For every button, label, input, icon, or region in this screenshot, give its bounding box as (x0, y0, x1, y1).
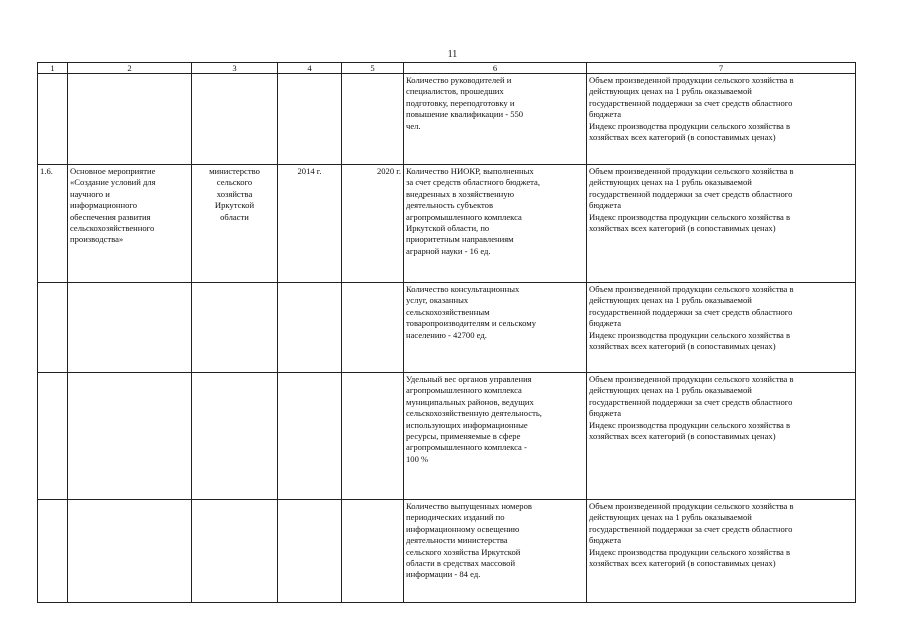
end-year (342, 74, 404, 165)
executor (192, 283, 278, 373)
row-number: 1.6. (38, 165, 68, 283)
start-year (278, 283, 342, 373)
start-year (278, 74, 342, 165)
row-number (38, 500, 68, 603)
start-year: 2014 г. (278, 165, 342, 283)
row-number (38, 373, 68, 500)
row-number (38, 283, 68, 373)
target-indicators: Объем произведенной продукции сельского хозяйства в действующих ценах на 1 рубль оказываемой государственной поддержки за счет средств областного бюджета Индекс производства продукции сельского хозяйства в хозяйствах всех категорий (в сопоставимых ценах) (587, 373, 856, 500)
end-year (342, 373, 404, 500)
measure-name (68, 373, 192, 500)
header-col-6: 6 (404, 63, 587, 74)
target-indicators: Объем произведенной продукции сельского хозяйства в действующих ценах на 1 рубль оказываемой государственной поддержки за счет средств областного бюджета Индекс производства продукции сельского хозяйства в хозяйствах всех категорий (в сопоставимых ценах) (587, 74, 856, 165)
indicator: Удельный вес органов управления агропромышленного комплекса муниципальных районов, ведущих сельскохозяйственную деятельность, использующих информационные ресурсы, применяемые в сфере агропромышленного комплекса - 100 % (404, 373, 587, 500)
end-year (342, 283, 404, 373)
table-header-row (38, 63, 856, 74)
measure-name (68, 500, 192, 603)
table-row (38, 283, 856, 373)
start-year (278, 373, 342, 500)
program-table (37, 62, 856, 603)
page-number: 11 (447, 49, 458, 60)
row-number (38, 74, 68, 165)
indicator: Количество НИОКР, выполненных за счет средств областного бюджета, внедренных в хозяйственную деятельность субъектов агропромышленного комплекса Иркутской области, по приоритетным направлениям аграрной науки - 16 ед. (404, 165, 587, 283)
indicator: Количество выпущенных номеров периодических изданий по информационному освещению деятельности министерства сельского хозяйства Иркутской области в средствах массовой информации - 84 ед. (404, 500, 587, 603)
indicator: Количество консультационных услуг, оказанных сельскохозяйственным товаропроизводителям и сельскому населению - 42700 ед. (404, 283, 587, 373)
target-indicators: Объем произведенной продукции сельского хозяйства в действующих ценах на 1 рубль оказываемой государственной поддержки за счет средств областного бюджета Индекс производства продукции сельского хозяйства в хозяйствах всех категорий (в сопоставимых ценах) (587, 165, 856, 283)
measure-name (68, 283, 192, 373)
measure-name (68, 74, 192, 165)
table-row (38, 165, 856, 283)
header-col-3: 3 (192, 63, 278, 74)
header-col-7: 7 (587, 63, 856, 74)
target-indicators: Объем произведенной продукции сельского хозяйства в действующих ценах на 1 рубль оказываемой государственной поддержки за счет средств областного бюджета Индекс производства продукции сельского хозяйства в хозяйствах всех категорий (в сопоставимых ценах) (587, 500, 856, 603)
indicator: Количество руководителей и специалистов, прошедших подготовку, переподготовку и повышение квалификации - 550 чел. (404, 74, 587, 165)
executor (192, 373, 278, 500)
start-year (278, 500, 342, 603)
table-row (38, 74, 856, 165)
header-col-1: 1 (38, 63, 68, 74)
measure-name: Основное мероприятие «Создание условий для научного и информационного обеспечения развития сельскохозяйственного производства» (68, 165, 192, 283)
executor: министерство сельского хозяйства Иркутской области (192, 165, 278, 283)
target-indicators: Объем произведенной продукции сельского хозяйства в действующих ценах на 1 рубль оказываемой государственной поддержки за счет средств областного бюджета Индекс производства продукции сельского хозяйства в хозяйствах всех категорий (в сопоставимых ценах) (587, 283, 856, 373)
header-col-2: 2 (68, 63, 192, 74)
table-row (38, 373, 856, 500)
executor (192, 500, 278, 603)
header-col-5: 5 (342, 63, 404, 74)
end-year (342, 500, 404, 603)
table-row (38, 500, 856, 603)
end-year: 2020 г. (342, 165, 404, 283)
header-col-4: 4 (278, 63, 342, 74)
executor (192, 74, 278, 165)
